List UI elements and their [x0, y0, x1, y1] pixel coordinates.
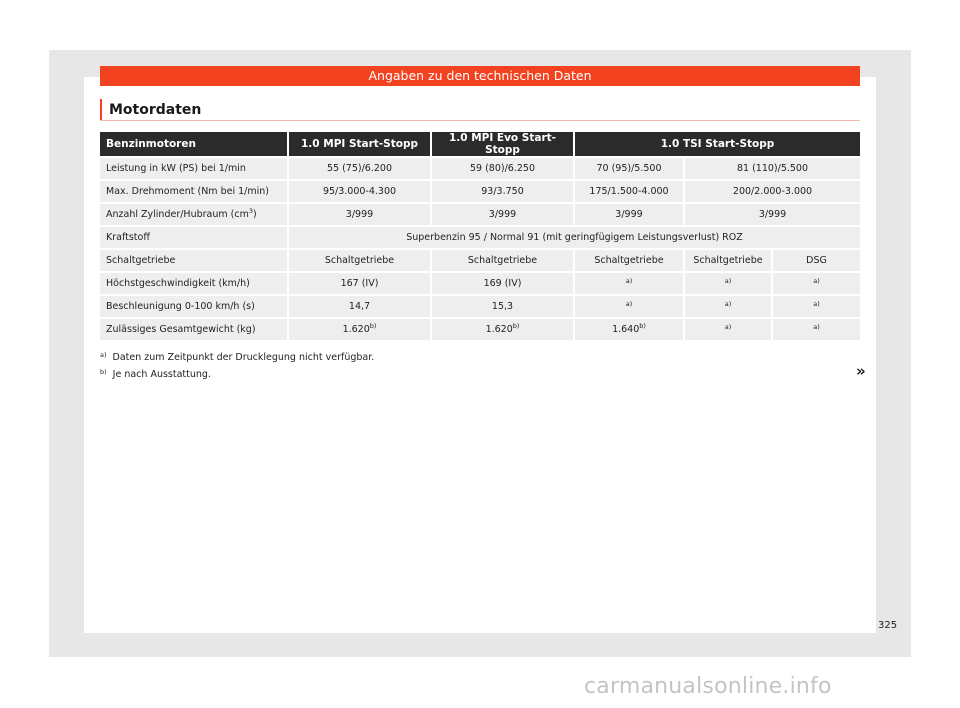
table-cell: Schaltgetriebe: [289, 248, 432, 271]
table-cell: [289, 317, 432, 340]
table-cell: 167 (IV): [289, 271, 432, 294]
footnotes: [100, 349, 374, 383]
table-row: [100, 294, 860, 317]
row-label: Leistung in kW (PS) bei 1/min: [100, 156, 289, 179]
column-header: 1.0 MPI Evo Start-Stopp: [432, 132, 575, 156]
cell-value: 1.620: [485, 324, 513, 335]
footnote-text: Je nach Ausstattung.: [112, 369, 211, 380]
table-row: [100, 271, 860, 294]
row-label: Schaltgetriebe: [100, 248, 289, 271]
table-row: [100, 225, 860, 248]
footnote-ref: a): [625, 277, 633, 285]
chapter-banner: Angaben zu den technischen Daten: [100, 66, 860, 86]
table-row: [100, 179, 860, 202]
table-cell: [575, 271, 685, 294]
page-number: 325: [878, 620, 898, 631]
table-cell: [685, 271, 773, 294]
column-header: Benzinmotoren: [100, 132, 289, 156]
table-cell: [575, 317, 685, 340]
table-cell: 3/999: [289, 202, 432, 225]
column-header: 1.0 MPI Start-Stopp: [289, 132, 432, 156]
table-cell: 3/999: [432, 202, 575, 225]
table-cell: DSG: [773, 248, 860, 271]
footnote-ref: a): [724, 300, 732, 308]
table-cell: 14,7: [289, 294, 432, 317]
table-cell: [575, 294, 685, 317]
footnote-ref: b): [369, 321, 377, 330]
table-cell: 15,3: [432, 294, 575, 317]
table-cell: Schaltgetriebe: [575, 248, 685, 271]
footnote-ref: a): [724, 323, 732, 331]
row-label: Beschleunigung 0-100 km/h (s): [100, 294, 289, 317]
footnote-ref: a): [625, 300, 633, 308]
row-label: Kraftstoff: [100, 225, 289, 248]
table-cell: Schaltgetriebe: [432, 248, 575, 271]
footnote-ref: a): [724, 277, 732, 285]
table-cell: [685, 294, 773, 317]
row-label: Höchstgeschwindigkeit (km/h): [100, 271, 289, 294]
row-label: Zulässiges Gesamtgewicht (kg): [100, 317, 289, 340]
table-cell: [685, 317, 773, 340]
footnote-ref: a): [813, 323, 820, 331]
column-header: 1.0 TSI Start-Stopp: [575, 132, 860, 156]
footnote-ref: a): [813, 277, 820, 285]
footnote-b: [100, 366, 374, 383]
footnote-mark: b): [100, 368, 107, 376]
footnote-a: [100, 349, 374, 366]
table-cell: [432, 317, 575, 340]
table-row: [100, 156, 860, 179]
table-cell: 70 (95)/5.500: [575, 156, 685, 179]
table-cell: [773, 294, 860, 317]
row-label: Max. Drehmoment (Nm bei 1/min): [100, 179, 289, 202]
table-cell: 169 (IV): [432, 271, 575, 294]
engine-data-table: [100, 132, 860, 340]
footnote-ref: b): [512, 321, 520, 330]
footnote-ref: b): [639, 321, 646, 330]
table-row: [100, 202, 860, 225]
table-cell: [773, 271, 860, 294]
cell-value: 1.640: [612, 324, 640, 335]
superscript: 3: [248, 206, 253, 215]
table-cell: 59 (80)/6.250: [432, 156, 575, 179]
table-row: [100, 317, 860, 340]
section-divider: [100, 120, 860, 121]
table-cell: 175/1.500-4.000: [575, 179, 685, 202]
table-cell: 93/3.750: [432, 179, 575, 202]
table-cell: Schaltgetriebe: [685, 248, 773, 271]
table-cell: 3/999: [685, 202, 860, 225]
table-cell: 200/2.000-3.000: [685, 179, 860, 202]
footnote-ref: a): [813, 300, 820, 308]
footnote-mark: a): [100, 351, 107, 359]
watermark: carmanualsonline.info: [584, 674, 832, 699]
table-cell: [773, 317, 860, 340]
table-cell: 55 (75)/6.200: [289, 156, 432, 179]
table-cell: 81 (110)/5.500: [685, 156, 860, 179]
row-label-text: Anzahl Zylinder/Hubraum (cm: [106, 209, 249, 220]
table-header-row: [100, 132, 860, 156]
cell-value: 1.620: [342, 324, 370, 335]
row-label-suffix: ): [252, 209, 257, 220]
table-row: [100, 248, 860, 271]
row-label: [100, 202, 289, 225]
table-cell: Superbenzin 95 / Normal 91 (mit geringfügigem Leistungsverlust) ROZ: [289, 225, 860, 248]
table-cell: 95/3.000-4.300: [289, 179, 432, 202]
footnote-text: Daten zum Zeitpunkt der Drucklegung nicht verfügbar.: [112, 352, 375, 363]
section-title: Motordaten: [100, 99, 201, 121]
next-page-arrow-icon: »: [856, 362, 866, 380]
table-cell: 3/999: [575, 202, 685, 225]
